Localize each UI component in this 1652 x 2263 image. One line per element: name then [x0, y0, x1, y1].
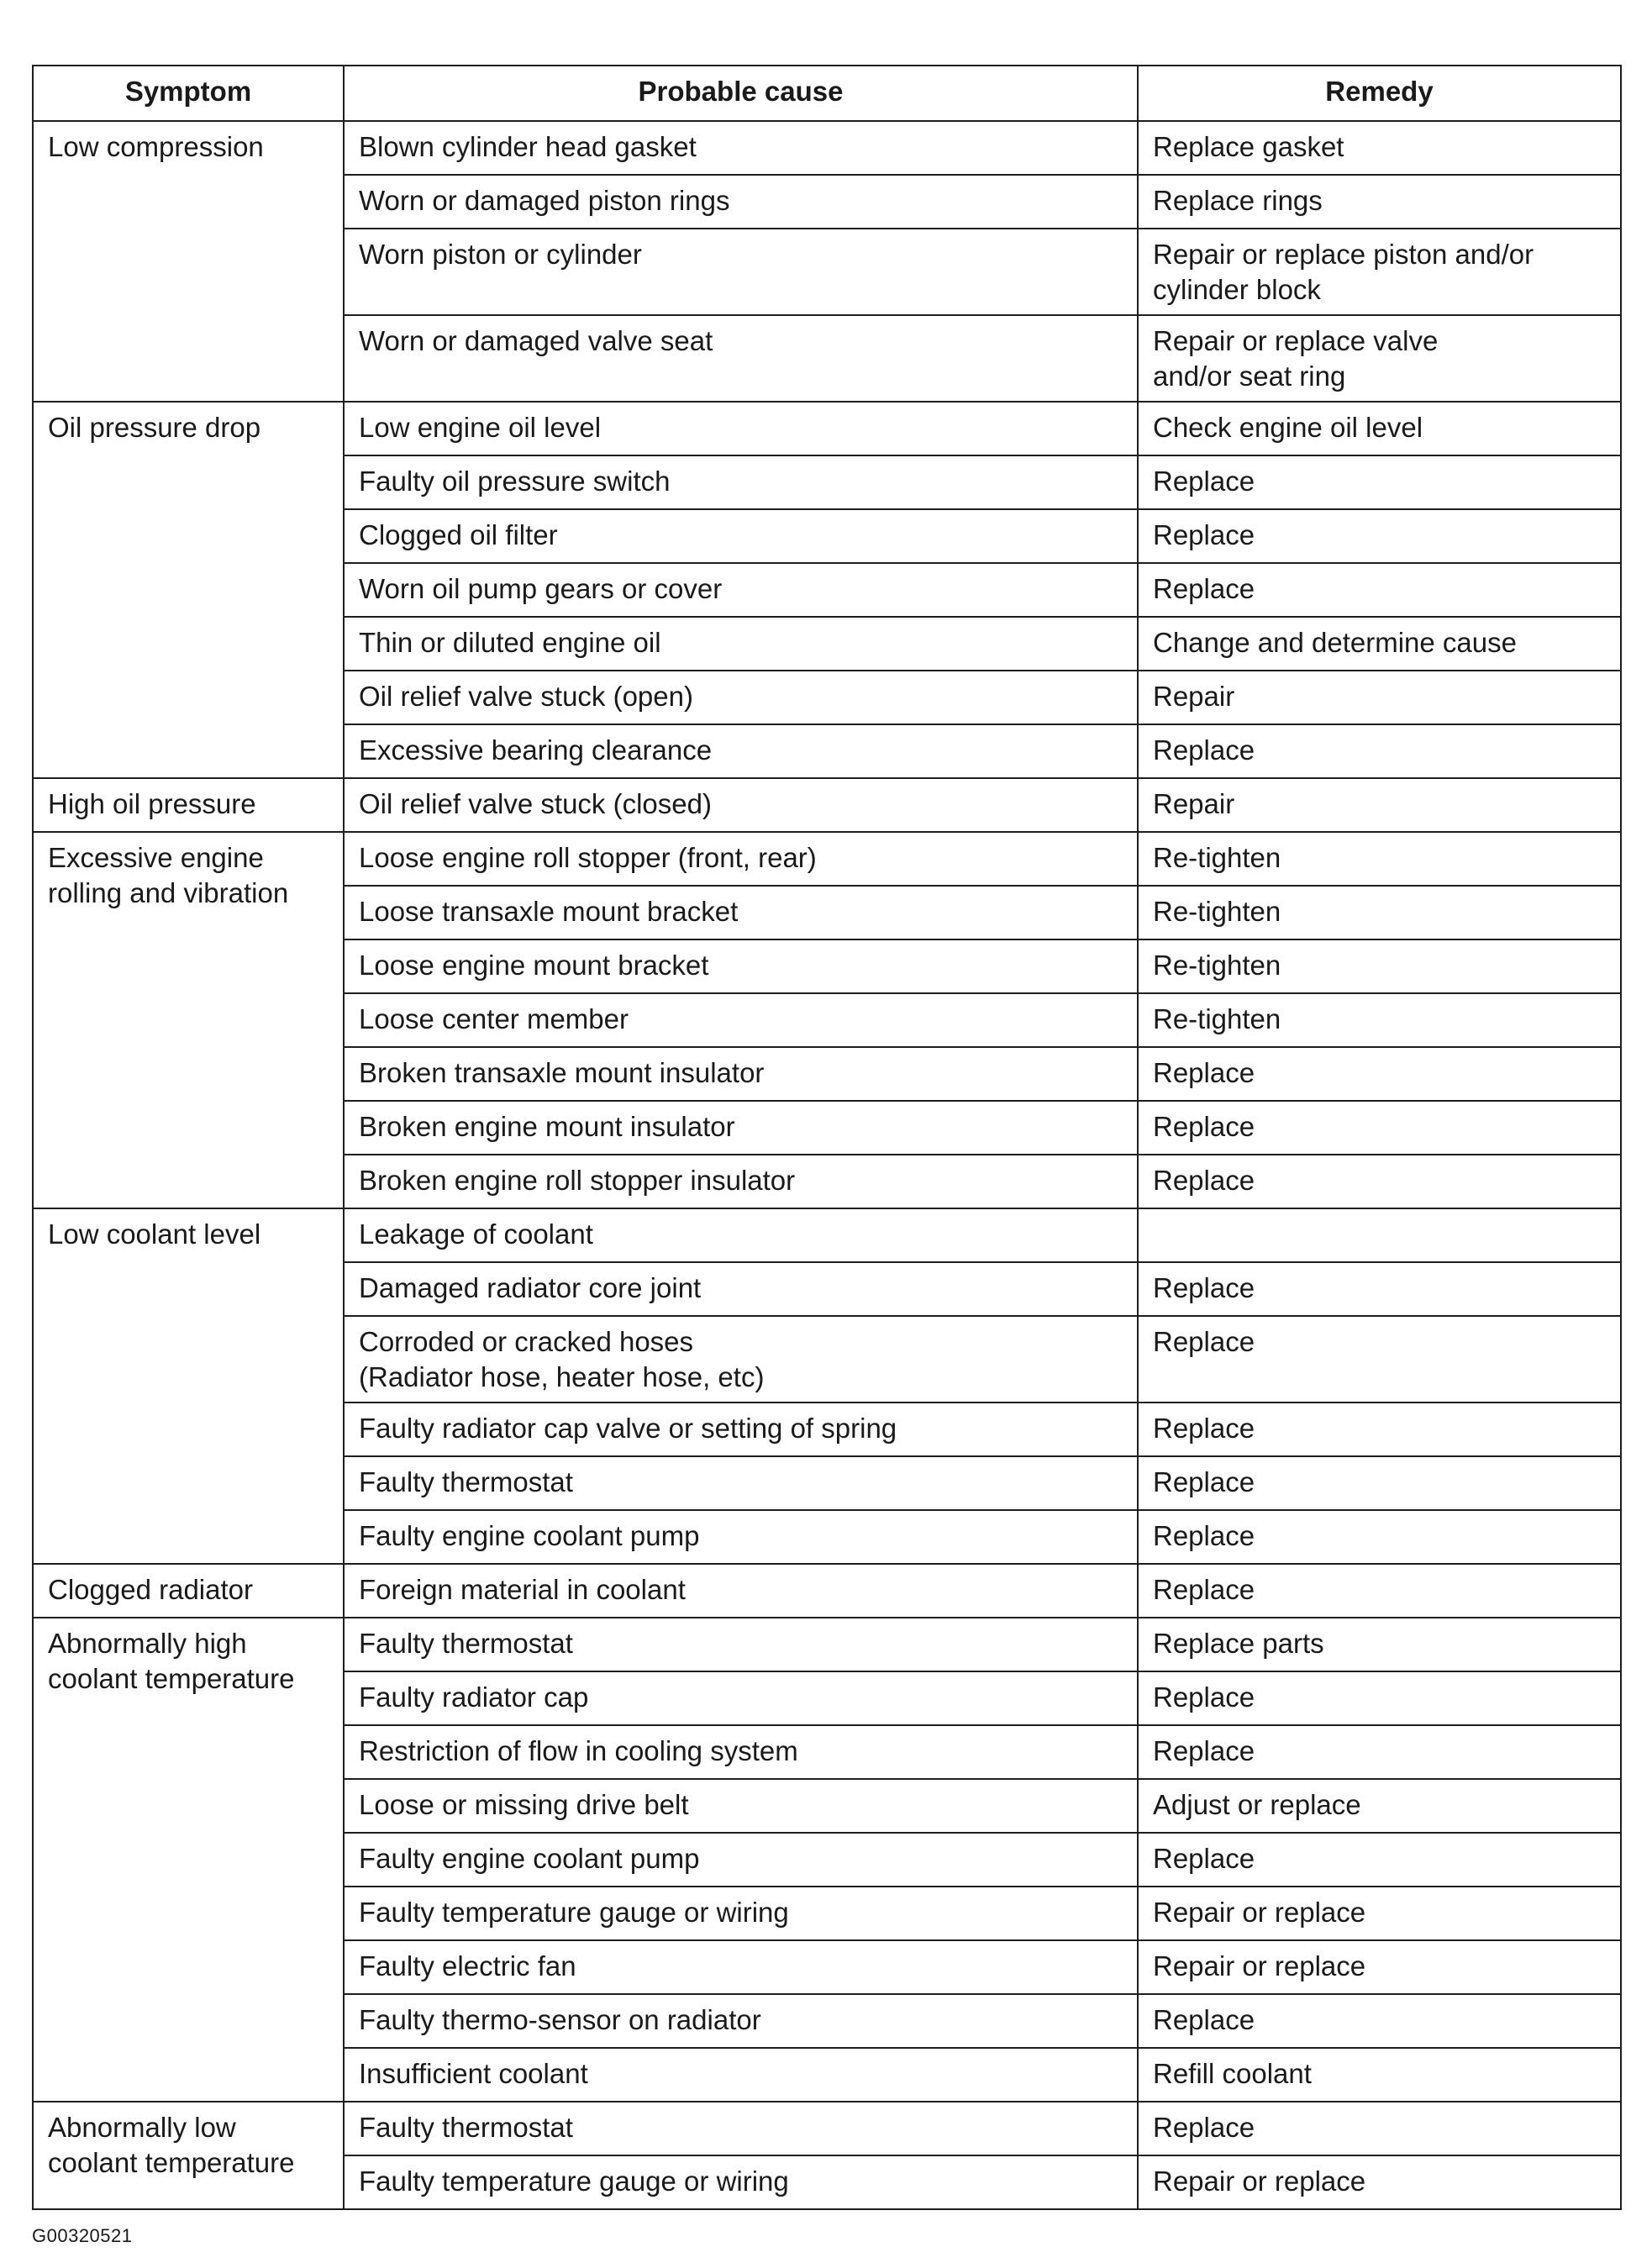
probable-cause-cell: Faulty radiator cap — [344, 1671, 1138, 1725]
probable-cause-cell: Thin or diluted engine oil — [344, 617, 1138, 671]
probable-cause-cell: Loose engine mount bracket — [344, 939, 1138, 993]
remedy-cell: Replace — [1138, 2102, 1621, 2155]
probable-cause-cell: Damaged radiator core joint — [344, 1262, 1138, 1316]
probable-cause-cell: Faulty engine coolant pump — [344, 1510, 1138, 1564]
probable-cause-cell: Faulty temperature gauge or wiring — [344, 2155, 1138, 2209]
table-header — [33, 66, 1621, 121]
header-remedy: Remedy — [1138, 66, 1621, 121]
remedy-cell: Check engine oil level — [1138, 402, 1621, 455]
remedy-cell: Replace — [1138, 1510, 1621, 1564]
probable-cause-cell: Faulty thermostat — [344, 1618, 1138, 1671]
remedy-cell: Replace — [1138, 1994, 1621, 2048]
table-row — [33, 2102, 1621, 2155]
remedy-cell: Replace rings — [1138, 175, 1621, 229]
probable-cause-cell: Loose transaxle mount bracket — [344, 886, 1138, 939]
remedy-cell: Replace — [1138, 1456, 1621, 1510]
probable-cause-cell: Faulty thermostat — [344, 1456, 1138, 1510]
remedy-cell: Refill coolant — [1138, 2048, 1621, 2102]
remedy-cell: Re-tighten — [1138, 886, 1621, 939]
remedy-cell: Repair — [1138, 671, 1621, 724]
remedy-cell: Replace — [1138, 563, 1621, 617]
probable-cause-cell: Broken engine roll stopper insulator — [344, 1155, 1138, 1208]
probable-cause-cell: Loose engine roll stopper (front, rear) — [344, 832, 1138, 886]
symptom-cell: Abnormally high coolant temperature — [33, 1618, 344, 2102]
remedy-cell: Re-tighten — [1138, 993, 1621, 1047]
probable-cause-cell: Low engine oil level — [344, 402, 1138, 455]
probable-cause-cell: Worn piston or cylinder — [344, 229, 1138, 315]
troubleshooting-table — [32, 65, 1622, 2210]
probable-cause-cell: Loose center member — [344, 993, 1138, 1047]
table-row — [33, 832, 1621, 886]
probable-cause-cell: Excessive bearing clearance — [344, 724, 1138, 778]
remedy-cell: Replace — [1138, 1155, 1621, 1208]
remedy-cell: Repair or replace piston and/or cylinder block — [1138, 229, 1621, 315]
header-probable-cause: Probable cause — [344, 66, 1138, 121]
symptom-cell: Clogged radiator — [33, 1564, 344, 1618]
remedy-cell: Replace — [1138, 724, 1621, 778]
remedy-cell: Replace — [1138, 1101, 1621, 1155]
probable-cause-cell: Loose or missing drive belt — [344, 1779, 1138, 1833]
remedy-cell: Replace — [1138, 1564, 1621, 1618]
probable-cause-cell: Faulty electric fan — [344, 1940, 1138, 1994]
remedy-cell: Replace — [1138, 1725, 1621, 1779]
probable-cause-cell: Faulty oil pressure switch — [344, 455, 1138, 509]
figure-code: G00320521 — [32, 2225, 133, 2246]
probable-cause-cell: Worn oil pump gears or cover — [344, 563, 1138, 617]
probable-cause-cell: Oil relief valve stuck (open) — [344, 671, 1138, 724]
probable-cause-cell: Broken engine mount insulator — [344, 1101, 1138, 1155]
remedy-cell: Replace gasket — [1138, 121, 1621, 175]
remedy-cell: Repair or replace — [1138, 1940, 1621, 1994]
remedy-cell: Repair — [1138, 778, 1621, 832]
remedy-cell: Repair or replace — [1138, 2155, 1621, 2209]
probable-cause-cell: Insufficient coolant — [344, 2048, 1138, 2102]
symptom-cell: Low coolant level — [33, 1208, 344, 1564]
remedy-cell: Replace parts — [1138, 1618, 1621, 1671]
symptom-cell: Low compression — [33, 121, 344, 402]
remedy-cell: Replace — [1138, 1833, 1621, 1887]
remedy-cell: Replace — [1138, 1671, 1621, 1725]
remedy-cell: Replace — [1138, 1047, 1621, 1101]
table-row — [33, 1618, 1621, 1671]
probable-cause-cell: Leakage of coolant — [344, 1208, 1138, 1262]
symptom-cell: Excessive engine rolling and vibration — [33, 832, 344, 1208]
probable-cause-cell: Faulty engine coolant pump — [344, 1833, 1138, 1887]
probable-cause-cell: Faulty radiator cap valve or setting of spring — [344, 1403, 1138, 1456]
table-row — [33, 778, 1621, 832]
probable-cause-cell: Foreign material in coolant — [344, 1564, 1138, 1618]
table-body — [33, 121, 1621, 2209]
probable-cause-cell: Worn or damaged valve seat — [344, 315, 1138, 402]
probable-cause-cell: Faulty thermo-sensor on radiator — [344, 1994, 1138, 2048]
symptom-cell: High oil pressure — [33, 778, 344, 832]
symptom-cell: Oil pressure drop — [33, 402, 344, 778]
probable-cause-cell: Corroded or cracked hoses (Radiator hose, heater hose, etc) — [344, 1316, 1138, 1403]
probable-cause-cell: Restriction of flow in cooling system — [344, 1725, 1138, 1779]
remedy-cell: Repair or replace valve and/or seat ring — [1138, 315, 1621, 402]
probable-cause-cell: Oil relief valve stuck (closed) — [344, 778, 1138, 832]
remedy-cell: Replace — [1138, 1403, 1621, 1456]
remedy-cell: Change and determine cause — [1138, 617, 1621, 671]
probable-cause-cell: Blown cylinder head gasket — [344, 121, 1138, 175]
probable-cause-cell: Broken transaxle mount insulator — [344, 1047, 1138, 1101]
remedy-cell: Repair or replace — [1138, 1887, 1621, 1940]
table-row — [33, 402, 1621, 455]
table-row — [33, 1208, 1621, 1262]
probable-cause-cell: Worn or damaged piston rings — [344, 175, 1138, 229]
remedy-cell: Adjust or replace — [1138, 1779, 1621, 1833]
remedy-cell: Re-tighten — [1138, 939, 1621, 993]
probable-cause-cell: Clogged oil filter — [344, 509, 1138, 563]
probable-cause-cell: Faulty thermostat — [344, 2102, 1138, 2155]
table-row — [33, 121, 1621, 175]
remedy-cell: Replace — [1138, 509, 1621, 563]
header-symptom: Symptom — [33, 66, 344, 121]
header-row — [33, 66, 1621, 121]
remedy-cell: Replace — [1138, 455, 1621, 509]
remedy-cell: Re-tighten — [1138, 832, 1621, 886]
probable-cause-cell: Faulty temperature gauge or wiring — [344, 1887, 1138, 1940]
remedy-cell: Replace — [1138, 1316, 1621, 1403]
remedy-cell — [1138, 1208, 1621, 1262]
remedy-cell: Replace — [1138, 1262, 1621, 1316]
symptom-cell: Abnormally low coolant temperature — [33, 2102, 344, 2209]
table-row — [33, 1564, 1621, 1618]
